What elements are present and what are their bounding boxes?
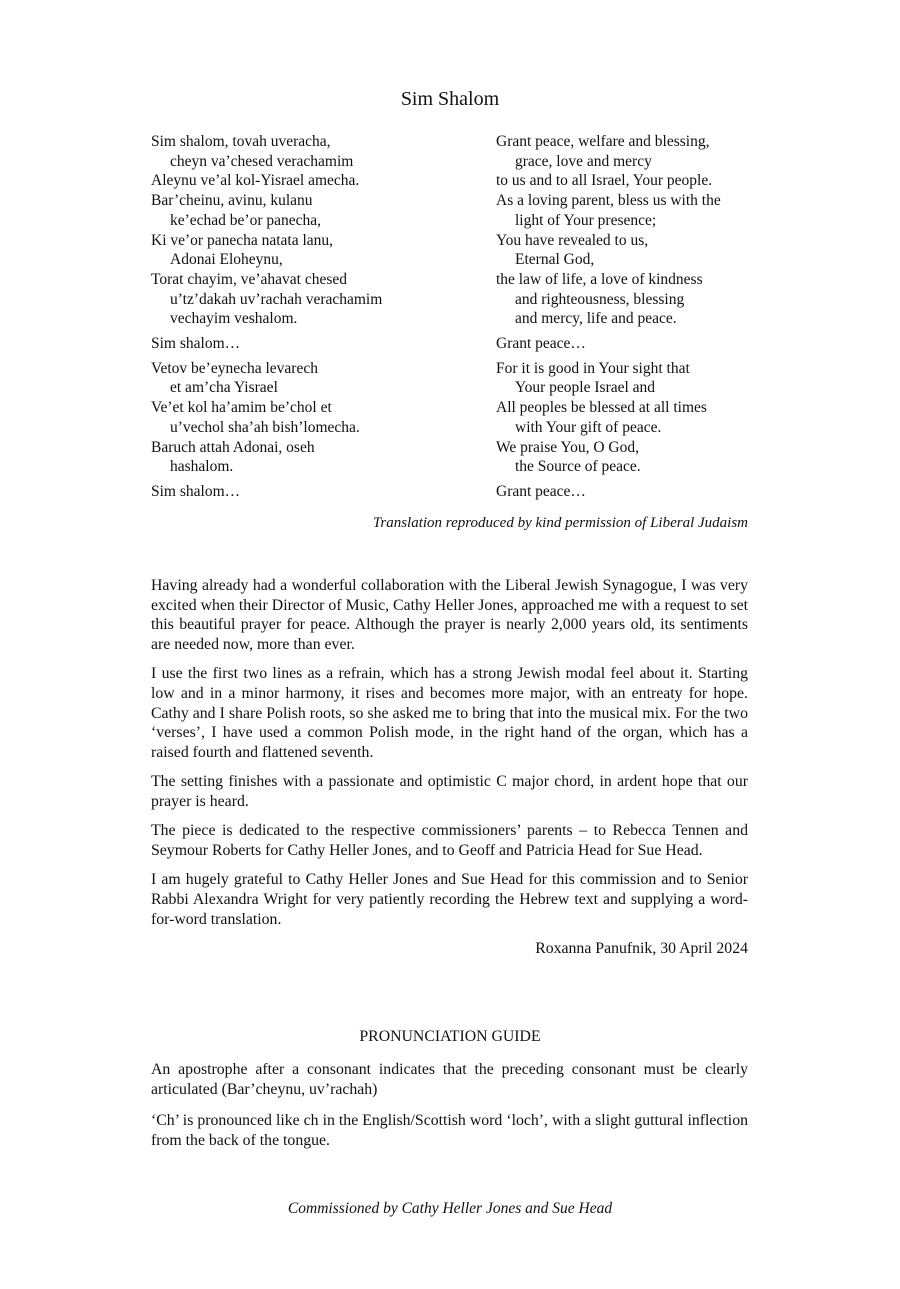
- pronunciation-guide: [151, 1060, 748, 1163]
- english-line: to us and to all Israel, Your people.: [496, 172, 713, 190]
- english-translation-column: [496, 132, 766, 507]
- english-line: Your people Israel and: [515, 379, 656, 397]
- english-line: We praise You, O God,: [496, 438, 639, 456]
- english-stanza-1: [496, 132, 766, 329]
- english-refrain-1: [496, 334, 766, 354]
- hebrew-line: Ve’et kol ha’amim be’chol et: [151, 399, 332, 417]
- hebrew-line: Vetov be’eynecha levarech: [151, 359, 318, 377]
- hebrew-line: Sim shalom, tovah uveracha,: [151, 133, 331, 150]
- english-line: For it is good in Your sight that: [496, 359, 690, 377]
- english-line: with Your gift of peace.: [515, 418, 662, 436]
- hebrew-line: Bar’cheinu, avinu, kulanu: [151, 192, 313, 210]
- hebrew-line: Aleynu ve’al kol-Yisrael amecha.: [151, 172, 360, 190]
- notes-paragraph: I use the first two lines as a refrain, which has a strong Jewish modal feel about it. Starting low and in a minor harmony, it rises and becomes more major, with an entreaty for hope. Cathy and I share Polish roots, so she asked me to bring that into the musical mix. For the two ‘verses’, I have used a common Polish mode, in the right hand of the organ, which has a raised fourth and flattened seventh.: [151, 665, 748, 762]
- hebrew-line: et am’cha Yisrael: [170, 379, 278, 397]
- english-line: and righteousness, blessing: [515, 290, 685, 308]
- hebrew-line: Sim shalom…: [151, 482, 241, 500]
- hebrew-line: Torat chayim, ve’ahavat chesed: [151, 270, 348, 288]
- english-line: As a loving parent, bless us with the: [496, 192, 721, 210]
- hebrew-line: cheyn va’chesed verachamim: [170, 152, 354, 170]
- hebrew-line: u’tz’dakah uv’rachah verachamim: [170, 290, 383, 308]
- english-line: Grant peace…: [496, 335, 586, 353]
- english-line: All peoples be blessed at all times: [496, 399, 707, 417]
- english-refrain-2: [496, 482, 766, 502]
- author-signature: Roxanna Panufnik, 30 April 2024: [535, 939, 748, 957]
- page-title: Sim Shalom: [400, 88, 500, 110]
- hebrew-line: Ki ve’or panecha natata lanu,: [151, 231, 334, 249]
- hebrew-line: vechayim veshalom.: [170, 310, 298, 328]
- translation-credit: Translation reproduced by kind permission of Liberal Judaism: [372, 515, 748, 531]
- english-line: grace, love and mercy: [515, 152, 652, 170]
- english-line: the Source of peace.: [515, 458, 641, 476]
- english-line: Grant peace…: [496, 482, 586, 500]
- english-stanza-2: [496, 359, 766, 477]
- hebrew-refrain-2: [151, 482, 471, 502]
- pronunciation-guide-heading: PRONUNCIATION GUIDE: [359, 1028, 541, 1045]
- hebrew-refrain-1: [151, 334, 471, 354]
- hebrew-line: Adonai Eloheynu,: [170, 251, 283, 269]
- english-line: You have revealed to us,: [496, 231, 649, 249]
- english-line: Grant peace, welfare and blessing,: [496, 133, 710, 150]
- guide-paragraph: ‘Ch’ is pronounced like ch in the English/Scottish word ‘loch’, with a slight guttural inflection from the back of the tongue.: [151, 1112, 748, 1150]
- programme-notes: [151, 576, 748, 958]
- english-line: Eternal God,: [515, 251, 595, 269]
- hebrew-stanza-2: [151, 359, 471, 477]
- english-line: and mercy, life and peace.: [515, 310, 677, 328]
- guide-paragraph: An apostrophe after a consonant indicates that the preceding consonant must be clearly articulated (Bar’cheynu, uv’rachah): [151, 1061, 748, 1098]
- hebrew-line: hashalom.: [170, 458, 234, 476]
- hebrew-line: Baruch attah Adonai, oseh: [151, 438, 315, 456]
- hebrew-stanza-1: [151, 132, 471, 329]
- english-line: light of Your presence;: [515, 211, 657, 229]
- notes-paragraph: The setting finishes with a passionate and optimistic C major chord, in ardent hope that our prayer is heard.: [151, 773, 748, 811]
- hebrew-line: Sim shalom…: [151, 335, 241, 353]
- notes-paragraph: Having already had a wonderful collaboration with the Liberal Jewish Synagogue, I was very excited when their Director of Music, Cathy Heller Jones, approached me with a request to set this beautiful prayer for peace. Although the prayer is nearly 2,000 years old, its sentiments are needed now, more than ever.: [151, 577, 748, 654]
- hebrew-transliteration-column: [151, 132, 471, 507]
- commission-credit: Commissioned by Cathy Heller Jones and Sue Head: [287, 1200, 613, 1217]
- notes-paragraph: The piece is dedicated to the respective commissioners’ parents – to Rebecca Tennen and Seymour Roberts for Cathy Heller Jones, and to Geoff and Patricia Head for Sue Head.: [151, 822, 748, 859]
- english-line: the law of life, a love of kindness: [496, 270, 703, 288]
- hebrew-line: u’vechol sha’ah bish’lomecha.: [170, 418, 360, 436]
- notes-paragraph: I am hugely grateful to Cathy Heller Jones and Sue Head for this commission and to Senior Rabbi Alexandra Wright for very patiently recording the Hebrew text and supplying a word-for-word translation.: [151, 871, 748, 928]
- hebrew-line: ke’echad be’or panecha,: [170, 211, 322, 229]
